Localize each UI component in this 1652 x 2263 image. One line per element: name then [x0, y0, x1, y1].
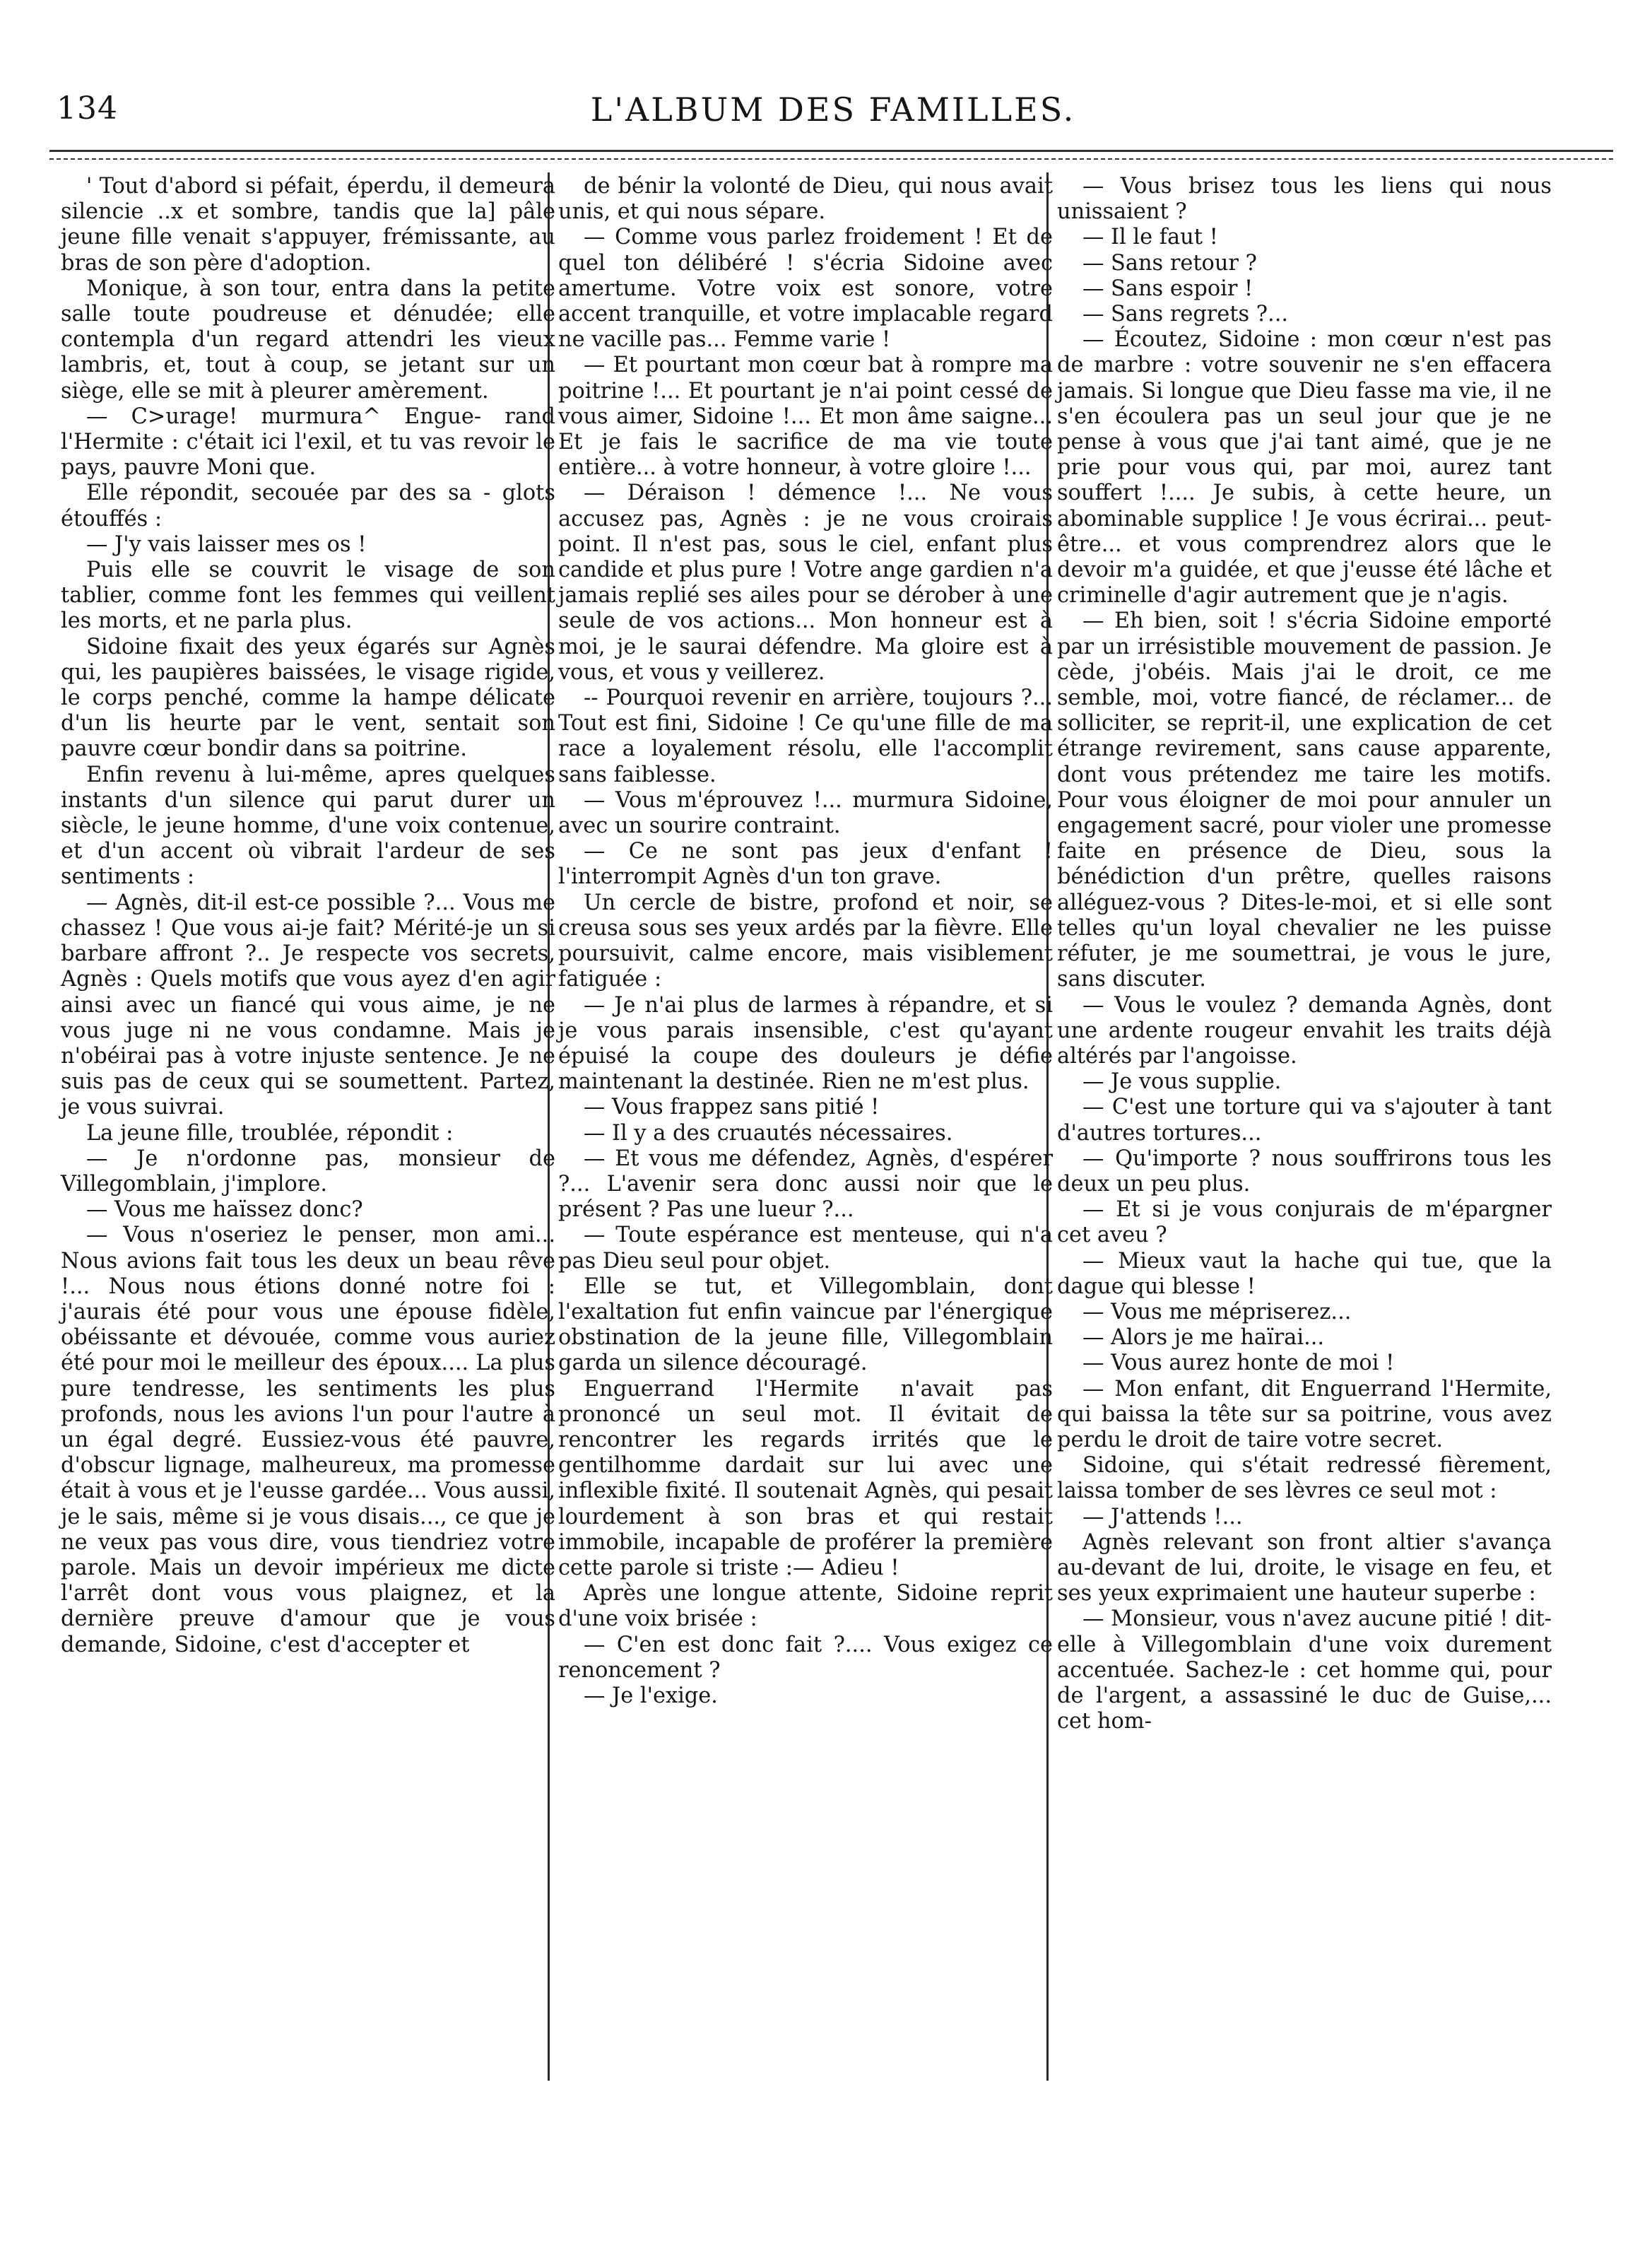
- paragraph: — Écoutez, Sidoine : mon cœur n'est pas de marbre : votre souvenir ne s'en effacera jamais. Si longue que Dieu fasse ma vie, il ne s'en écoulera pas un seul jour que je ne pense à vous que j'ai tant aimé, que je ne prie pour vous qui, par moi, aurez tant souffert !.... Je subis, à cette heure, un abominable supplice ! Je vous écrirai... peut-être... et vous comprendrez alors que le devoir m'a guidée, et que j'eusse été lâche et criminelle d'agir autrement que je n'agis.: [1057, 327, 1552, 609]
- paragraph: Sidoine fixait des yeux égarés sur Agnès qui, les paupières baissées, le visage rigide, le corps penché, comme la hampe délicate d'un lis heurte par le vent, sentait son pauvre cœur bondir dans sa poitrine.: [61, 634, 555, 762]
- paragraph: — Vous me haïssez donc?: [86, 1197, 363, 1223]
- paragraph: — Je vous supplie.: [1082, 1069, 1282, 1095]
- paragraph: — Alors je me haïrai...: [1082, 1325, 1325, 1351]
- paragraph: — Mieux vaut la hache qui tue, que la dague qui blesse !: [1057, 1248, 1552, 1299]
- paragraph: Un cercle de bistre, profond et noir, se creusa sous ses yeux ardés par la fièvre. Elle poursuivit, calme encore, mais visiblement fatiguée :: [558, 890, 1053, 992]
- paragraph: — Vous me mépriserez...: [1082, 1299, 1352, 1324]
- paragraph: Après une longue attente, Sidoine reprit d'une voix brisée :: [558, 1581, 1053, 1632]
- paragraph: -- Pourquoi revenir en arrière, toujours ?... Tout est fini, Sidoine ! Ce qu'une fille de ma race a loyalement résolu, elle l'accomplit sans faiblesse.: [558, 686, 1053, 787]
- header-rule-dashed: [49, 158, 1613, 160]
- paragraph: — Et vous me défendez, Agnès, d'espérer ?... L'avenir sera donc aussi noir que le présent ? Pas une lueur ?...: [558, 1146, 1053, 1223]
- paragraph: — Comme vous parlez froidement ! Et de quel ton délibéré ! s'écria Sidoine avec amertume. Votre voix est sonore, votre accent tranquille, et votre implacable regard ne vacille pas... Femme varie !: [558, 225, 1053, 353]
- paragraph: — J'attends !...: [1082, 1504, 1243, 1529]
- paragraph: — Sans retour ?: [1082, 250, 1257, 276]
- paragraph: — Et si je vous conjurais de m'épargner cet aveu ?: [1057, 1197, 1552, 1248]
- text-column-1: [61, 174, 555, 1658]
- text-column-2: [558, 174, 1053, 1709]
- page-header: [57, 90, 1610, 140]
- paragraph: Enfin revenu à lui-même, apres quelques instants d'un silence qui parut durer un siècle, le jeune homme, d'une voix contenue, et d'un accent où vibrait l'ardeur de ses sentiments :: [61, 762, 555, 890]
- paragraph: Monique, à son tour, entra dans la petite salle toute poudreuse et dénudée; elle contempla d'un regard attendri les vieux lambris, et, tout à coup, se jetant sur un siège, elle se mit à pleurer amèrement.: [61, 276, 555, 404]
- paragraph: Agnès relevant son front altier s'avança au-devant de lui, droite, le visage en feu, et ses yeux exprimaient une hauteur superbe :: [1057, 1529, 1552, 1606]
- paragraph: — Je n'ai plus de larmes à répandre, et si je vous parais insensible, c'est qu'ayant épuisé la coupe des douleurs je défie maintenant la destinée. Rien ne m'est plus.: [558, 992, 1053, 1095]
- paragraph: — C>urage! murmura^ Engue- rand l'Hermite : c'était ici l'exil, et tu vas revoir le pays, pauvre Moni que.: [61, 404, 555, 481]
- paragraph: — Je n'ordonne pas, monsieur de Villegomblain, j'implore.: [61, 1146, 555, 1197]
- paragraph: — Monsieur, vous n'avez aucune pitié ! dit-elle à Villegomblain d'une voix durement accentuée. Sachez-le : cet homme qui, pour de l'argent, a assassiné le duc de Guise,... cet hom-: [1057, 1606, 1552, 1734]
- paragraph: Enguerrand l'Hermite n'avait pas prononcé un seul mot. Il évitait de rencontrer les regards irrités que le gentilhomme dardait sur lui avec une inflexible fixité. Il soutenait Agnès, qui pesait lourdement à son bras et qui restait immobile, incapable de proférer la première cette parole si triste :— Adieu !: [558, 1376, 1053, 1580]
- header-rule: [49, 150, 1613, 152]
- page-number: 134: [57, 90, 118, 127]
- paragraph: — Il y a des cruautés nécessaires.: [584, 1120, 953, 1146]
- paragraph: — Déraison ! démence !... Ne vous accusez pas, Agnès : je ne vous croirais point. Il n'est pas, sous le ciel, enfant plus candide et plus pure ! Votre ange gardien n'a jamais replié ses ailes pour se dérober à une seule de vos actions... Mon honneur est à moi, je le saurai défendre. Ma gloire est à vous, et vous y veillerez.: [558, 481, 1053, 685]
- paragraph: Elle répondit, secouée par des sa - glots étouffés :: [61, 481, 555, 531]
- paragraph: — Sans regrets ?...: [1082, 302, 1289, 327]
- paragraph: — C'est une torture qui va s'ajouter à tant d'autres tortures...: [1057, 1095, 1552, 1146]
- journal-title: L'ALBUM DES FAMILLES.: [590, 90, 1076, 129]
- paragraph: — Vous le voulez ? demanda Agnès, dont une ardente rougeur envahit les traits déjà altérés par l'angoisse.: [1057, 992, 1552, 1069]
- paragraph: ' Tout d'abord si péfait, éperdu, il demeura silencie ..x et sombre, tandis que la] pâle jeune fille venait s'appuyer, frémissante, au bras de son père d'adoption.: [61, 174, 555, 276]
- paragraph: — Toute espérance est menteuse, qui n'a pas Dieu seul pour objet.: [558, 1223, 1053, 1274]
- paragraph: — Qu'importe ? nous souffrirons tous les deux un peu plus.: [1057, 1146, 1552, 1197]
- paragraph: — Vous n'oseriez le penser, mon ami... Nous avions fait tous les deux un beau rêve !... Nous nous étions donné notre foi : j'aurais été pour vous une épouse fidèle, obéissante et dévouée, comme vous auriez été pour moi le meilleur des époux.... La plus pure tendresse, les sentiments les plus profonds, nous les avions l'un pour l'autre à un égal degré. Eussiez-vous été pauvre, d'obscur lignage, malheureux, ma promesse était à vous et je l'eusse gardée... Vous aussi, je le sais, même si je vous disais..., ce que je ne veux pas vous dire, vous tiendriez votre parole. Mais un devoir impérieux me dicte l'arrêt dont vous vous plaignez, et la dernière preuve d'amour que je vous demande, Sidoine, c'est d'accepter et: [61, 1223, 555, 1657]
- paragraph: — Et pourtant mon cœur bat à rompre ma poitrine !... Et pourtant je n'ai point cessé de vous aimer, Sidoine !... Et mon âme saigne... Et je fais le sacrifice de ma vie toute entière... à votre honneur, à votre gloire !...: [558, 353, 1053, 481]
- paragraph: — J'y vais laisser mes os !: [86, 531, 367, 557]
- paragraph: — Eh bien, soit ! s'écria Sidoine emporté par un irrésistible mouvement de passion. Je cède, j'obéis. Mais j'ai le droit, ce me semble, moi, votre fiancé, de réclamer... de solliciter, se reprit-il, une explication de cet étrange revirement, sans cause apparente, dont vous prétendez me taire les motifs. Pour vous éloigner de moi pour annuler un engagement sacré, pour violer une promesse faite en présence de Dieu, sous la bénédiction d'un prêtre, quelles raisons alléguez-vous ? Dites-le-moi, et si elle sont telles qu'un loyal chevalier ne les puisse réfuter, je me soumettrai, je vous le jure, sans discuter.: [1057, 609, 1552, 992]
- text-column-3: [1057, 174, 1552, 1734]
- paragraph: — Il le faut !: [1082, 225, 1218, 250]
- paragraph: Sidoine, qui s'était redressé fièrement, laissa tomber de ses lèvres ce seul mot :: [1057, 1453, 1552, 1504]
- paragraph: — Vous m'éprouvez !... murmura Sidoine, avec un sourire contraint.: [558, 787, 1053, 839]
- paragraph: — Vous brisez tous les liens qui nous unissaient ?: [1057, 174, 1552, 225]
- paragraph: — Ce ne sont pas jeux d'enfant ! l'interrompit Agnès d'un ton grave.: [558, 839, 1053, 890]
- paragraph: — Vous frappez sans pitié !: [584, 1095, 880, 1120]
- paragraph: — Sans espoir !: [1082, 276, 1253, 301]
- paragraph: Elle se tut, et Villegomblain, dont l'exaltation fut enfin vaincue par l'énergique obstination de la jeune fille, Villegomblain garda un silence découragé.: [558, 1274, 1053, 1376]
- paragraph: — C'en est donc fait ?.... Vous exigez ce renoncement ?: [558, 1632, 1053, 1683]
- paragraph: — Agnès, dit-il est-ce possible ?... Vous me chassez ! Que vous ai-je fait? Mérité-je un si barbare affront ?.. Je respecte vos secrets, Agnès : Quels motifs que vous ayez d'en agir ainsi avec un fiancé qui vous aime, je ne vous juge ni ne vous condamne. Mais je n'obéirai pas à votre injuste sentence. Je ne suis pas de ceux qui se soumettent. Partez, je vous suivrai.: [61, 890, 555, 1120]
- paragraph: — Je l'exige.: [584, 1683, 718, 1708]
- paragraph: Puis elle se couvrit le visage de son tablier, comme font les femmes qui veillent les morts, et ne parla plus.: [61, 558, 555, 634]
- paragraph: de bénir la volonté de Dieu, qui nous avait unis, et qui nous sépare.: [558, 174, 1053, 225]
- paragraph: — Vous aurez honte de moi !: [1082, 1351, 1395, 1376]
- paragraph: — Mon enfant, dit Enguerrand l'Hermite, qui baissa la tête sur sa poitrine, vous avez perdu le droit de taire votre secret.: [1057, 1376, 1552, 1452]
- paragraph: La jeune fille, troublée, répondit :: [86, 1120, 454, 1146]
